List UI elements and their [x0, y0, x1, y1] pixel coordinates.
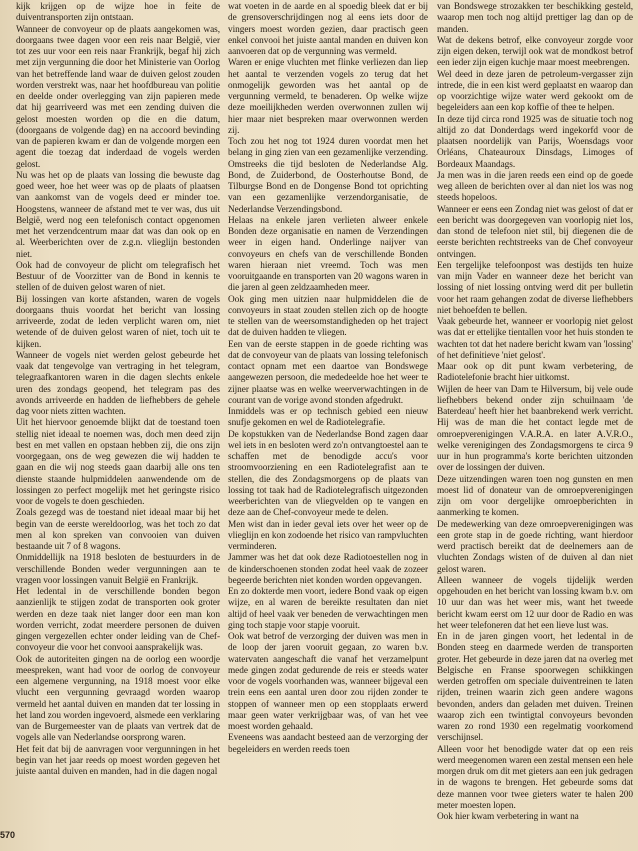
paragraph: Ook de autoriteiten gingen na de oorlog een woordje meespreken, want had voor de oorlog de convoyeur een algemene vergunning, na 1918 moest voor elke vlucht een vergunning gevraagd worden waarop vermeld het aantal duiven en manden dat ter lossing in het land zou worden ingevoerd, alsmede een verklaring van de Burgemeester van de plaats van vertrek dat de vogels alle van Nederlandse oorsprong waren.: [16, 654, 220, 744]
paragraph: En in de jaren gingen voort, het ledental in de Bonden steeg en daarmede werden de transporten groter. Het gebeurde in deze jaren dat na overleg met Belgische en Franse spoorwegen schikkingen werden getroffen om speciale duiventreinen te laten rijden, treinen waarin zich geen andere wagons bevonden, anders dan geladen met duiven. Treinen waarop zich een twintigtal convoyeurs bevonden waren zo rond 1930 een regelmatig voorkomend verschijnsel.: [437, 632, 633, 744]
paragraph: Ook wat betrof de verzorging der duiven was men in de loop der jaren vooruit gegaan, zo waren b.v. watervaten aangeschaft die vanaf het verzamelpunt mede gingen zodat gedurende de reis er steeds water voor de vogels voorhanden was, wanneer bijgeval een trein eens een aantal uren door zou rijden zonder te stoppen of wanneer men op een stopplaats erwerd maar geen water verkrijgbaar was, of van het vee moest worden gehaald.: [228, 632, 428, 732]
paragraph: Het ledental in de verschillende bonden begon aanzienlijk te stijgen zodat de transporten ook groter werden en deze taak niet langer door een man kon worden verricht, zodat meerdere personen de duiven gingen vergezellen echter onder leiding van de Chef-convoyeur die voor het convooi aansprakelijk was.: [16, 587, 220, 654]
paragraph: Bij lossingen van korte afstanden, waren de vogels doorgaans thuis voordat het bericht van lossing arriveerde, zodat de leden verplicht waren om, niet wetende of de duiven gelost waren of niet, toch uit te kijken.: [16, 294, 220, 350]
paragraph: Wat de dekens betrof, elke convoyeur zorgde voor zijn eigen deken, terwijl ook wat de mondkost betrof een ieder zijn eigen kuchje maar moest meebrengen.: [437, 35, 633, 69]
paragraph: Vaak gebeurde het, wanneer er voorlopig niet gelost was dat er ettelijke tientallen voor het huis stonden te wachten tot dat het nadere bericht kwam van 'lossing' of het definitieve 'niet gelost'.: [437, 317, 633, 361]
paragraph: Deze uitzendingen waren toen nog gunsten en men moest lid of donateur van de omroepverenigingen zijn om voor dergelijke omroepberichten in aanmerking te komen.: [437, 474, 633, 519]
column-2: [228, 2, 428, 756]
paragraph: Wanneer er eens een Zondag niet was gelost of dat er een bericht was doorgegeven van voorlopig niet los, dan stond de telefoon niet stil, bij diegenen die de eerste berichten rechtstreeks van de Chef convoyeur ontvingen.: [437, 204, 633, 260]
paragraph: En zo dokterde men voort, iedere Bond vaak op eigen wijze, en al waren de bereikte resultaten dan niet altijd of heel vaak ver beneden de verwachtingen men ging toch stapje voor stapje vooruit.: [228, 587, 428, 631]
paragraph: Ja men was in die jaren reeds een eind op de goede weg alleen de berichten over al dan niet los was nog steeds hopeloos.: [437, 170, 633, 204]
paragraph: Een tergelijke telefoonpost was destijds ten huize van mijn Vader en wanneer deze het bericht van lossing of niet lossing ontving werd dit per bulletin voor het raam gehangen zodat de diverse liefhebbers niet behoefden te bellen.: [437, 260, 633, 316]
paragraph: Uit het hiervoor genoemde blijkt dat de toestand toen stellig niet ideaal te noemen was, doch men deed zijn best en met vallen en opstaan hebben zij, die ons zijn voorgegaan, ons de weg gewezen die wij hadden te gaan en die wij nog steeds gaan daarbij alle ons ten dienste staande hulpmiddelen aanwendende om de lossingen zo perfect mogelijk met het geringste risico voor de vogels te doen geschieden.: [16, 418, 220, 507]
paragraph: Het feit dat bij de aanvragen voor vergunningen in het begin van het jaar reeds op moest worden gegeven het juiste aantal duiven en manden, had in die dagen nogal: [16, 744, 220, 777]
paragraph: van Bondswege strozakken ter beschikking gesteld, waarop men toch nog altijd prettiger lag dan op de manden.: [437, 2, 633, 35]
paragraph: Eveneens was aandacht besteed aan de verzorging der begeleiders en werden reeds toen: [228, 733, 428, 755]
paragraph: Een van de eerste stappen in de goede richting was dat de convoyeur van de plaats van lossing telefonisch contact opnam met een daartoe van Bondswege aangewezen persoon, die mededeelde hoe het weer te zijner plaatse was en welke weerverwachtingen in de courant van de vorige avond stonden afgedrukt.: [228, 339, 428, 406]
paragraph: Ook had de convoyeur de plicht om telegrafisch het Bestuur of de Voorzitter van de Bond in kennis te stellen of de duiven gelost waren of niet.: [16, 260, 220, 294]
paragraph: Helaas na enkele jaren verlieten alweer enkele Bonden deze organisatie en namen de Verzendingen weer in eigen hand. Onderlinge naijver van convoyeurs en chefs van de verschillende Bonden waren hieraan niet vreemd. Toch was men vooruitgaande en transporten van 20 wagons waren in die jaren al geen zeldzaamheden meer.: [228, 215, 428, 294]
paragraph: Wanneer de vogels niet werden gelost gebeurde het vaak dat tengevolge van vertraging in het telegram, telegraafkantoren waren in die dagen slechts enkele uren des zondags geopend, het telegram pas des avonds arriveerde en hadden de liefhebbers de gehele dag voor niets zitten wachten.: [16, 350, 220, 417]
paragraph: Alleen voor het benodigde water dat op een reis werd meegenomen waren een zestal mensen een hele morgen druk om dit met gieters aan een juk gedragen in de wagons te brengen. Het gebeurde soms dat deze mannen voor twee gieters water te halen 200 meter moesten lopen.: [437, 744, 633, 811]
paragraph: Toch zou het nog tot 1924 duren voordat men het belang in ging zien van een gezamenlijke verzending. Omstreeks die tijd besloten de Nederlandse Alg. Bond, de Zuiderbond, de Oosterhoutse Bond, de Tilburgse Bond en de Dongense Bond tot oprichting van een gezamenlijke verzendorganisatie, de Nederlandse Verzendingsbond.: [228, 137, 428, 215]
paragraph: Inmiddels was er op technisch gebied een nieuw snufje gekomen en wel de Radiotelegrafie.: [228, 407, 428, 429]
paragraph: In deze tijd circa rond 1925 was de situatie toch nog altijd zo dat Donderdags werd ingekorfd voor de plaatsen noordelijk van Parijs, Woensdags voor Orléans, Chateauroux Dinsdags, Limoges of Bordeaux Maandags.: [437, 114, 633, 170]
paragraph: Onmiddellijk na 1918 besloten de bestuurders in de verschillende Bonden weder vergunningen aan te vragen voor lossingen vanuit België en Frankrijk.: [16, 553, 220, 586]
paragraph: Alleen wanneer de vogels tijdelijk werden opgehouden en het bericht van lossing kwam b.v. om 10 uur dan was het weer mis, want het tweede bericht kwam eerst om 12 uur door de Radio en was het weer telefoneren dat het een lieve lust was.: [437, 575, 633, 631]
paragraph: Wel deed in deze jaren de petroleum-vergasser zijn intrede, die in een kist werd geplaatst en waarop dan op voorzichtige wijze water werd gekookt om de begeleiders aan een kop koffie of thee te helpen.: [437, 69, 633, 114]
column-1: [16, 2, 220, 778]
paragraph: Waren er enige vluchten met flinke verliezen dan liep het aantal te verzenden vogels zo terug dat het onmogelijk geworden was het aantal op de vergunning vermeld, te benaderen. Op welke wijze deze moeilijkheden werden overwonnen zullen wij hier maar niet bespreken maar overwonnen werden zij.: [228, 58, 428, 136]
paragraph: wat voeten in de aarde en al spoedig bleek dat er bij de grensoverschrijdingen nog al eens iets door de vingers moest worden gezien, daar practisch geen enkel convooi het juiste aantal manden en duiven kon aanvoeren dat op de vergunning was vermeld.: [228, 2, 428, 57]
page-number: 570: [0, 830, 16, 840]
paragraph: Ook hier kwam verbetering in want na: [437, 812, 579, 822]
paragraph: De medewerking van deze omroepverenigingen was een grote stap in de goede richting, want hierdoor werd practisch bereikt dat de deelnemers aan de vluchten Zondags wisten of de duiven al dan niet gelost waren.: [437, 519, 633, 575]
paragraph: Men wist dan in ieder geval iets over het weer op de vlieglijn en kon zodoende het risico van rampvluchten verminderen.: [228, 519, 428, 552]
paragraph: Jammer was het dat ook deze Radiotoestellen nog in de kinderschoenen stonden zodat heel vaak de zozeer begeerde berichten niet konden worden opgevangen.: [228, 553, 428, 586]
column-3: [437, 2, 633, 823]
paragraph: Maar ook op dit punt kwam verbetering, de Radiotelefonie bracht hier uitkomst.: [437, 362, 633, 384]
paragraph: Wijlen de heer van Dam te Hilversum, bij vele oude liefhebbers bekend onder zijn schuilnaam 'de Baterdeau' heeft hier het baanbrekend werk verricht. Hij was de man die het contact legde met de omroepverenigingen V.A.R.A. en later A.V.R.O., welke verenigingen des Zondagsmorgens te circa 9 uur in hun programma's korte berichten uitzonden over de lossingen der duiven.: [437, 384, 633, 474]
paragraph: kijk krijgen op de wijze hoe in feite de duiventransporten zijn ontstaan.: [16, 2, 220, 24]
paragraph: Wanneer de convoyeur op de plaats aangekomen was, doorgaans twee dagen voor een reis naar België, vier tot zes uur voor een reis naar Frankrijk, begaf hij zich met zijn vergunning die door het Ministerie van Oorlog van het betreffende land waar de duiven gelost zouden worden verstrekt was, naar het hoofdbureau van politie en deelde onder overlegging van zijn papieren mede dat hij gearriveerd was met een zending duiven die gelost moesten worden op die en die datum, (doorgaans de volgende dag) en na accoord bevinding van de papieren kwam er dan de volgende morgen een agent die toezag dat inderdaad de vogels werden gelost.: [16, 24, 220, 170]
paragraph: Nu was het op de plaats van lossing die bewuste dag goed weer, hoe het weer was op de plaats of plaatsen van aankomst van de vogels deed er minder toe. Hoogstens, wanneer de afstand met te ver was, dus uit België, werd nog een telefonisch contact opgenomen met het verzendcentrum maar dat was dan ook op en al. Weerberichten over de z.g.n. vlieglijn bestonden niet.: [16, 170, 220, 260]
paragraph: Zoals gezegd was de toestand niet ideaal maar bij het begin van de eerste wereldoorlog, was het toch zo dat men al kon spreken van convooien van duiven bestaande uit 7 of 8 wagons.: [16, 508, 220, 552]
paragraph: De kopstukken van de Nederlandse Bond zagen daar wel iets in en besloten werd zo'n ontvangtoestel aan te schaffen met de benodigde accu's voor stroomvoorziening en een Radiotelegrafist aan te stellen, die des Zondagsmorgens op de plaats van lossing tot taak had de Radiotelegrafisch uitgezonden weerberichten van de vliegvelden op te vangen en deze aan de Chef-convoyeur mede te delen.: [228, 429, 428, 519]
paragraph: Ook ging men uitzien naar hulpmiddelen die de convoyeurs in staat zouden stellen zich op de hoogte te stellen van de weersomstandigheden op het traject dat de duiven hadden te vliegen.: [228, 294, 428, 339]
